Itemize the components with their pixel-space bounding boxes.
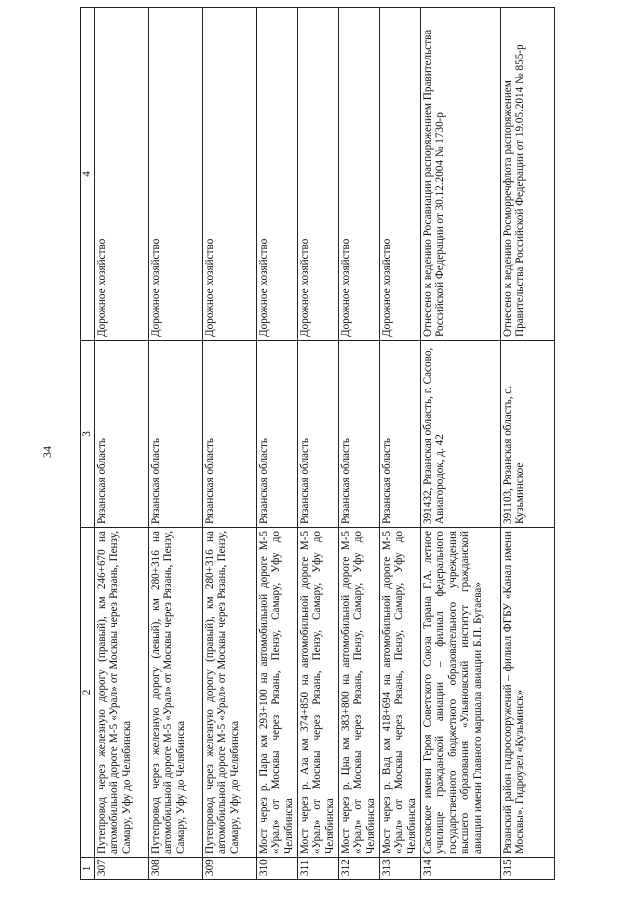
object-category: Отнесено к ведению Росавиации распоряжением Правительства Российской Федерации от 30.12.2004 № 1730-р — [420, 8, 500, 341]
object-category: Дорожное хозяйство — [256, 8, 297, 341]
objects-table — [80, 7, 555, 880]
page-number: 34 — [40, 446, 54, 458]
object-name: Путепровод через железную дорогу (левый), км 280+316 на автомобильной дороге М-5 «Урал» от Москвы через Рязань, Пензу, Самару, Уфу до Челябинска — [148, 528, 202, 858]
table-row — [297, 8, 338, 880]
table-header-row — [81, 8, 95, 880]
rotated-table-container — [80, 8, 555, 880]
table-row — [256, 8, 297, 880]
header-col-3: 3 — [81, 341, 95, 528]
object-name: Путепровод через железную дорогу (правый), км 246+670 на автомобильной дороге М-5 «Урал» от Москвы через Рязань, Пензу, Самару, Уфу до Челябинска — [94, 528, 148, 858]
row-number: 309 — [202, 858, 256, 880]
object-location: 391103, Рязанская область, с. Кузьминское — [500, 341, 554, 528]
table-row — [338, 8, 379, 880]
object-category: Дорожное хозяйство — [297, 8, 338, 341]
object-name: Сасовское имени Героя Советского Союза Тарана Г.А. летное училище гражданской авиации – филиал федерального государственного бюджетного образовательного учреждения высшего образования «Ульяновский институт гражданской авиации имени Главного маршала авиации Б.П. Бугаева» — [420, 528, 500, 858]
object-location: Рязанская область — [202, 341, 256, 528]
object-location: Рязанская область — [338, 341, 379, 528]
header-col-2: 2 — [81, 528, 95, 858]
object-name: Мост через р. Пара км 293+100 на автомобильной дороге М-5 «Урал» от Москвы через Рязань, Пензу, Самару, Уфу до Челябинска — [256, 528, 297, 858]
row-number: 311 — [297, 858, 338, 880]
table-row — [148, 8, 202, 880]
object-location: Рязанская область — [297, 341, 338, 528]
table-row — [94, 8, 148, 880]
object-category: Отнесено к ведению Росморречфлота распоряжением Правительства Российской Федерации от 19.05.2014 № 855-р — [500, 8, 554, 341]
table-row — [420, 8, 500, 880]
object-name: Мост через р. Цна км 383+800 на автомобильной дороге М-5 «Урал» от Москвы через Рязань, Пензу, Самару, Уфу до Челябинска — [338, 528, 379, 858]
object-category: Дорожное хозяйство — [148, 8, 202, 341]
object-name: Мост через р. Аза км 374+850 на автомобильной дороге М-5 «Урал» от Москвы через Рязань, Пензу, Самару, Уфу до Челябинска — [297, 528, 338, 858]
table-row — [379, 8, 420, 880]
row-number: 307 — [94, 858, 148, 880]
object-category: Дорожное хозяйство — [202, 8, 256, 341]
object-location: Рязанская область — [148, 341, 202, 528]
row-number: 313 — [379, 858, 420, 880]
object-location: 391432, Рязанская область, г. Сасово, Авиагородок, д. 42 — [420, 341, 500, 528]
object-location: Рязанская область — [256, 341, 297, 528]
row-number: 312 — [338, 858, 379, 880]
object-location: Рязанская область — [94, 341, 148, 528]
object-name: Рязанский район гидросооружений – филиал ФГБУ «Канал имени Москвы». Гидроузел «Кузьминск» — [500, 528, 554, 858]
header-col-4: 4 — [81, 8, 95, 341]
row-number: 314 — [420, 858, 500, 880]
row-number: 310 — [256, 858, 297, 880]
object-category: Дорожное хозяйство — [94, 8, 148, 341]
object-name: Путепровод через железную дорогу (правый), км 280+316 на автомобильной дороге М-5 «Урал» от Москвы через Рязань, Пензу, Самару, Уфу до Челябинска — [202, 528, 256, 858]
object-category: Дорожное хозяйство — [379, 8, 420, 341]
table-row — [202, 8, 256, 880]
header-col-1: 1 — [81, 858, 95, 880]
object-category: Дорожное хозяйство — [338, 8, 379, 341]
row-number: 308 — [148, 858, 202, 880]
object-location: Рязанская область — [379, 341, 420, 528]
table-row — [500, 8, 554, 880]
object-name: Мост через р. Вад км 418+694 на автомобильной дороге М-5 «Урал» от Москвы через Рязань, Пензу, Самару, Уфу до Челябинска — [379, 528, 420, 858]
row-number: 315 — [500, 858, 554, 880]
